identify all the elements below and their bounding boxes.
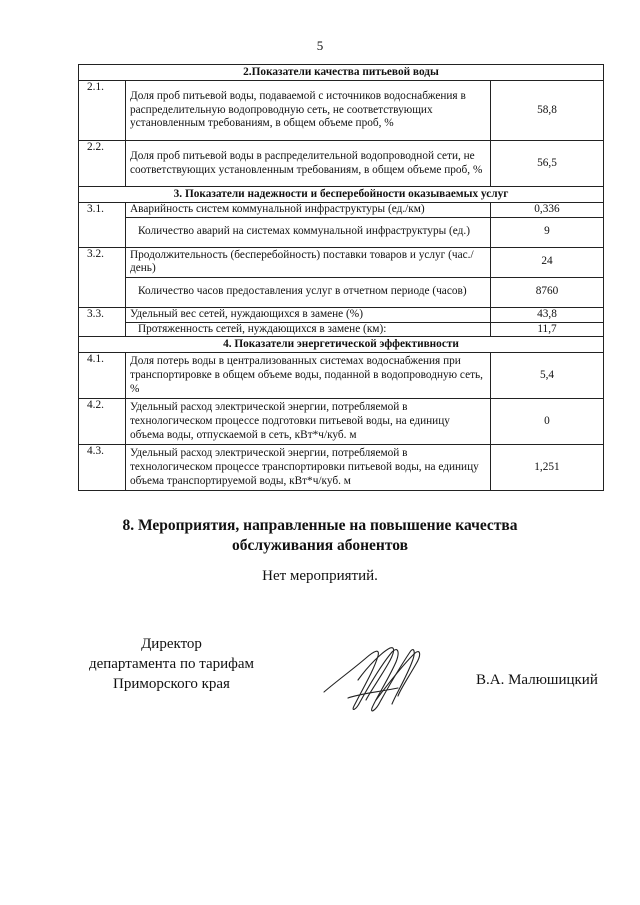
indicators-table — [78, 64, 604, 491]
signatory-line2: департамента по тарифам — [88, 656, 255, 672]
row-value: 5,4 — [491, 353, 604, 399]
table-row — [79, 399, 604, 445]
row-text: Аварийность систем коммунальной инфраструктуры (ед./км) — [126, 203, 491, 218]
row-text: Доля потерь воды в централизованных системах водоснабжения при транспортировке в общем объеме воды, поданной в водопроводную сеть, % — [126, 353, 491, 399]
row-value: 24 — [491, 247, 604, 277]
row-value: 8760 — [491, 277, 604, 307]
handwritten-signature — [318, 640, 428, 720]
table-row — [79, 322, 604, 337]
row-value: 58,8 — [491, 81, 604, 141]
row-text: Доля проб питьевой воды в распределительной водопроводной сети, не соответствующих установленным требованиям, в общем объеме проб, % — [126, 141, 491, 187]
row-number: 4.3. — [79, 445, 126, 491]
row-value: 9 — [491, 217, 604, 247]
table-row — [79, 81, 604, 141]
signatory-line1: Директор — [141, 636, 202, 652]
page-number: 5 — [316, 38, 324, 53]
table-row — [79, 217, 604, 247]
row-number: 3.2. — [79, 247, 126, 307]
row-number: 3.1. — [79, 203, 126, 248]
section-row — [79, 65, 604, 81]
row-text: Протяженность сетей, нуждающихся в замене (км): — [126, 322, 491, 337]
table-row — [79, 141, 604, 187]
signatory-line3: Приморского края — [113, 676, 230, 692]
row-text: Количество часов предоставления услуг в отчетном периоде (часов) — [126, 277, 491, 307]
row-value: 1,251 — [491, 445, 604, 491]
row-value: 0,336 — [491, 203, 604, 218]
table-row — [79, 307, 604, 322]
signatory-name: В.А. Малюшицкий — [476, 672, 598, 688]
row-text: Удельный расход электрической энергии, потребляемой в технологическом процессе транспортировки питьевой воды, на единицу объема транспортируемой воды, кВт*ч/куб. м — [126, 445, 491, 491]
table-row — [79, 247, 604, 277]
row-value: 0 — [491, 399, 604, 445]
section8-heading-line1: 8. Мероприятия, направленные на повышение качества — [122, 517, 518, 534]
no-events-text: Нет мероприятий. — [262, 568, 378, 584]
row-number: 2.1. — [79, 81, 126, 141]
section4-title: 4. Показатели энергетической эффективности — [79, 337, 604, 353]
section8-heading-line2: обслуживания абонентов — [232, 537, 408, 554]
signatory-title — [74, 634, 269, 694]
section3-title: 3. Показатели надежности и бесперебойности оказываемых услуг — [79, 187, 604, 203]
row-value: 11,7 — [491, 322, 604, 337]
row-number: 2.2. — [79, 141, 126, 187]
row-number: 4.1. — [79, 353, 126, 399]
row-number: 3.3. — [79, 307, 126, 337]
row-text: Доля проб питьевой воды, подаваемой с источников водоснабжения в распределительную водопроводную сеть, не соответствующих установленным требованиям, в общем объеме проб, % — [126, 81, 491, 141]
table-row — [79, 203, 604, 218]
section-row — [79, 187, 604, 203]
row-value: 43,8 — [491, 307, 604, 322]
row-number: 4.2. — [79, 399, 126, 445]
section-row — [79, 337, 604, 353]
table-row — [79, 277, 604, 307]
section2-title: 2.Показатели качества питьевой воды — [79, 65, 604, 81]
row-text: Продолжительность (бесперебойность) поставки товаров и услуг (час./день) — [126, 247, 491, 277]
row-text: Удельный расход электрической энергии, потребляемой в технологическом процессе подготовки питьевой воды, на единицу объема воды, отпускаемой в сеть, кВт*ч/куб. м — [126, 399, 491, 445]
table-row — [79, 445, 604, 491]
row-value: 56,5 — [491, 141, 604, 187]
section8-heading — [0, 516, 640, 556]
table-row — [79, 353, 604, 399]
row-text: Количество аварий на системах коммунальной инфраструктуры (ед.) — [126, 217, 491, 247]
row-text: Удельный вес сетей, нуждающихся в замене (%) — [126, 307, 491, 322]
